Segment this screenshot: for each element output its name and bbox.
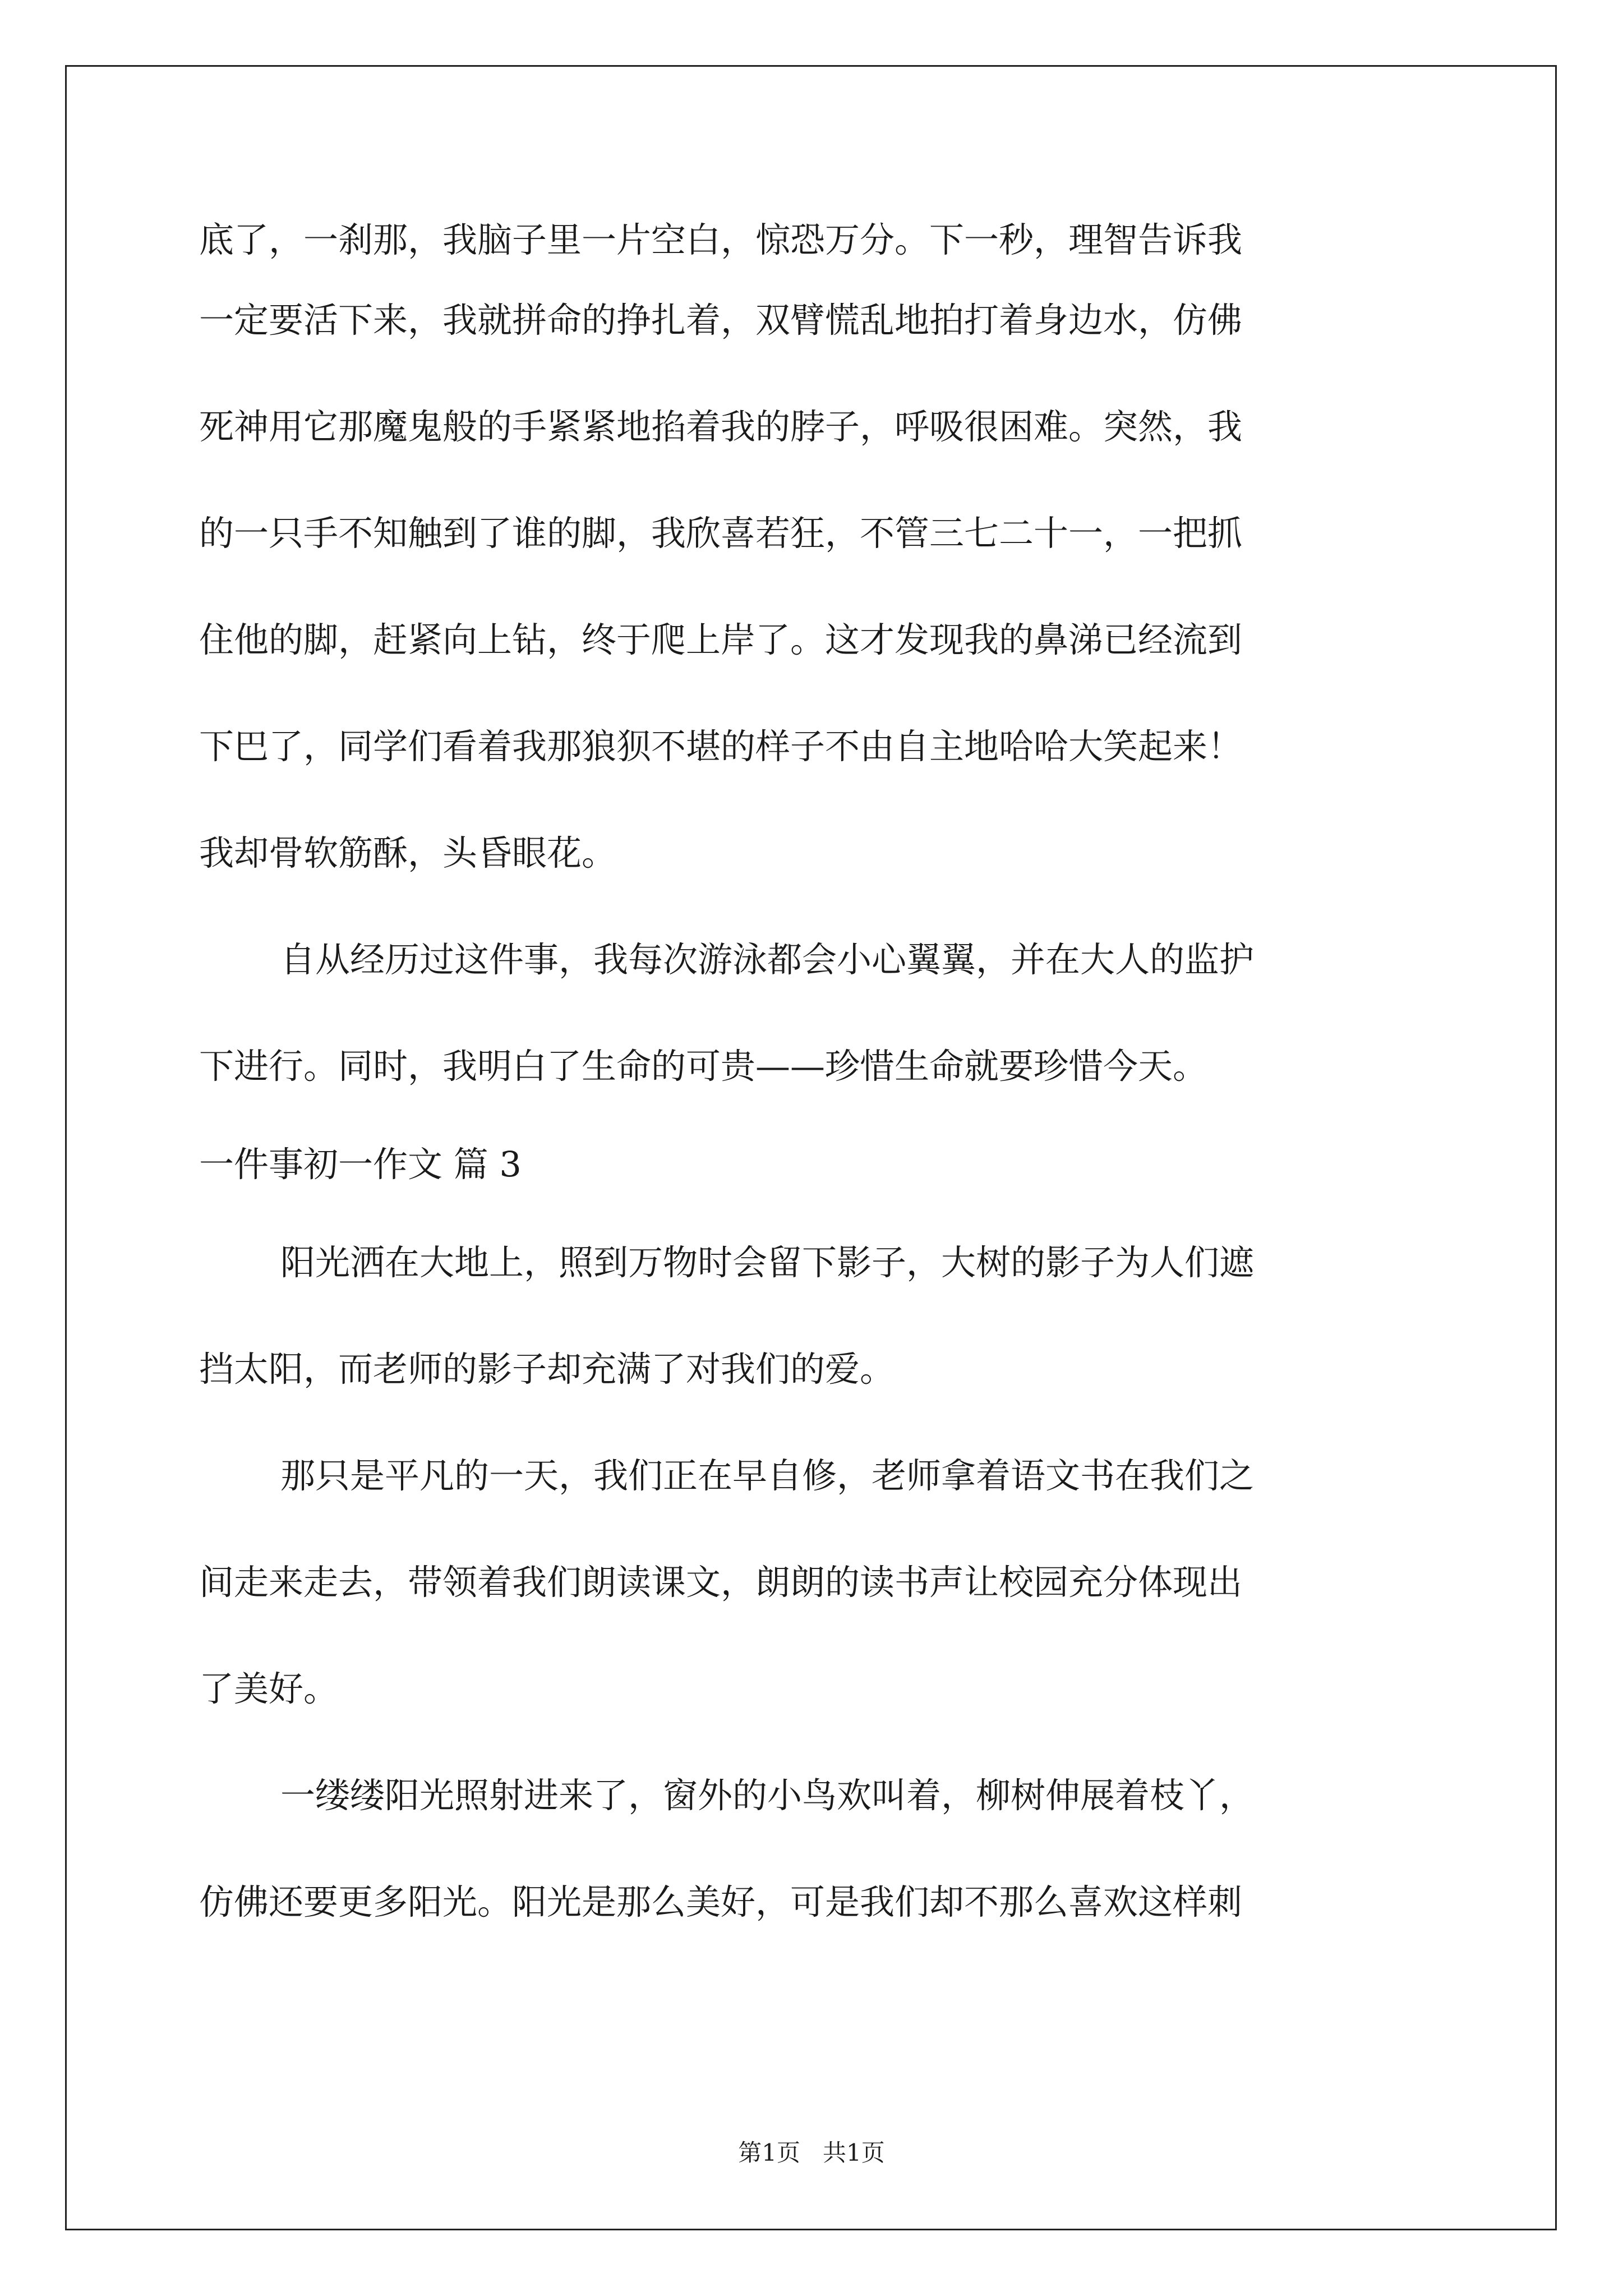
- paragraph: [199, 1742, 1427, 1955]
- page-number: 第1页: [738, 2139, 800, 2166]
- paragraph: [199, 1209, 1427, 1423]
- text-line: 的一只手不知触到了谁的脚，我欣喜若狂，不管三七二十一，一把抓: [199, 513, 1243, 554]
- page-total: 共1页: [823, 2139, 885, 2166]
- text-line: 了美好。: [199, 1668, 339, 1709]
- document-body: [199, 213, 1427, 1955]
- text-line: 一定要活下来，我就拼命的挣扎着，双臂慌乱地拍打着身边水，仿佛: [199, 300, 1243, 341]
- text-line: 仿佛还要更多阳光。阳光是那么美好，可是我们却不那么喜欢这样刺: [199, 1881, 1243, 1922]
- text-line: 挡太阳，而老师的影子却充满了对我们的爱。: [199, 1349, 895, 1389]
- text-line: 下进行。同时，我明白了生命的可贵——珍惜生命就要珍惜今天。: [199, 1046, 1208, 1087]
- text-line: 那只是平凡的一天，我们正在早自修，老师拿着语文书在我们之: [280, 1455, 1255, 1496]
- paragraph: [199, 1423, 1427, 1742]
- text-line: 下巴了，同学们看着我那狼狈不堪的样子不由自主地哈哈大笑起来！: [199, 726, 1243, 767]
- page-footer: [0, 2134, 1623, 2168]
- text-line: 阳光洒在大地上，照到万物时会留下影子，大树的影子为人们遮: [280, 1242, 1255, 1283]
- section-heading: 一件事初一作文 篇 3: [199, 1144, 522, 1185]
- text-line: 住他的脚，赶紧向上钻，终于爬上岸了。这才发现我的鼻涕已经流到: [199, 619, 1243, 660]
- text-line: 死神用它那魔鬼般的手紧紧地掐着我的脖子，呼吸很困难。突然，我: [199, 406, 1243, 447]
- paragraph: [199, 907, 1427, 1120]
- text-line: 我却骨软筋酥，头昏眼花。: [199, 832, 617, 873]
- text-line: 自从经历过这件事，我每次游泳都会小心翼翼，并在大人的监护: [280, 939, 1255, 980]
- paragraph: [199, 213, 1427, 907]
- text-line: 一缕缕阳光照射进来了，窗外的小鸟欢叫着，柳树伸展着枝丫，: [280, 1775, 1255, 1816]
- text-line: 间走来走去，带领着我们朗读课文，朗朗的读书声让校园充分体现出: [199, 1562, 1243, 1603]
- text-line: 底了，一刹那，我脑子里一片空白，惊恐万分。下一秒，理智告诉我: [199, 219, 1243, 260]
